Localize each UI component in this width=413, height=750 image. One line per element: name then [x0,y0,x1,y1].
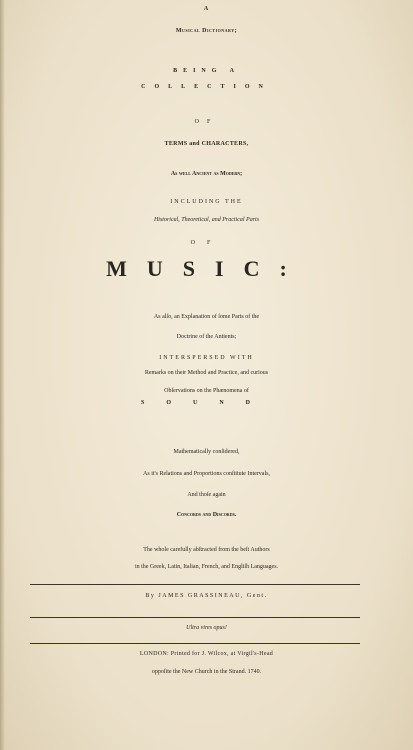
carefully-line: The whole carefully abſtracted from the beſt Authors [143,547,270,553]
sound-heading: SOUND [140,400,272,406]
languages-line: in the Greek, Latin, Italian, French, and Engliſh Languages. [134,564,279,570]
collection-heading: COLLECTION [141,84,272,90]
divider-rule-2 [30,617,360,618]
ancient-modern-line: As well Ancient as Modern; [170,171,243,177]
main-title: Musical Dictionary; [175,28,238,34]
being-a: BEING A [173,68,240,74]
author-line: By JAMES GRASSINEAU, Gent. [145,593,268,599]
of-word-1: OF [194,119,219,125]
imprint-line-1: LONDON: Printed for J. Wilcox, at Virgil's-Head [139,651,274,657]
terms-heading: TERMS and CHARACTERS, [164,141,249,147]
article-a: A [203,6,210,12]
interspersed-line: INTERSPERSED WITH [159,355,254,361]
music-heading: MUSIC: [106,256,307,281]
mathematically-line: Mathematically conſidered, [173,449,240,455]
motto: Ultra vires opus! [186,625,227,631]
divider-rule-1 [30,584,360,585]
doctrine-line: Doctrine of the Antients; [176,334,237,340]
those-again-line: And thoſe again [187,492,226,498]
relations-line: As it's Relations and Proportions conſtitute Intervals, [143,471,270,477]
parts-line: Historical, Theoretical, and Practical Parts [153,217,260,223]
imprint-line-2: oppoſite the New Church in the Strand. 1740. [151,669,262,675]
divider-rule-3 [30,643,360,644]
also-line: As alſo, an Explanation of ſome Parts of the [153,314,260,320]
remarks-line: Remarks on their Method and Practice, and curious [144,370,269,376]
of-word-2: OF [190,240,223,246]
including-line: INCLUDING THE [170,199,243,205]
concords-heading: Concords and Discords. [176,512,237,518]
observations-line: Obſervations on the Phænomena of [164,388,249,394]
